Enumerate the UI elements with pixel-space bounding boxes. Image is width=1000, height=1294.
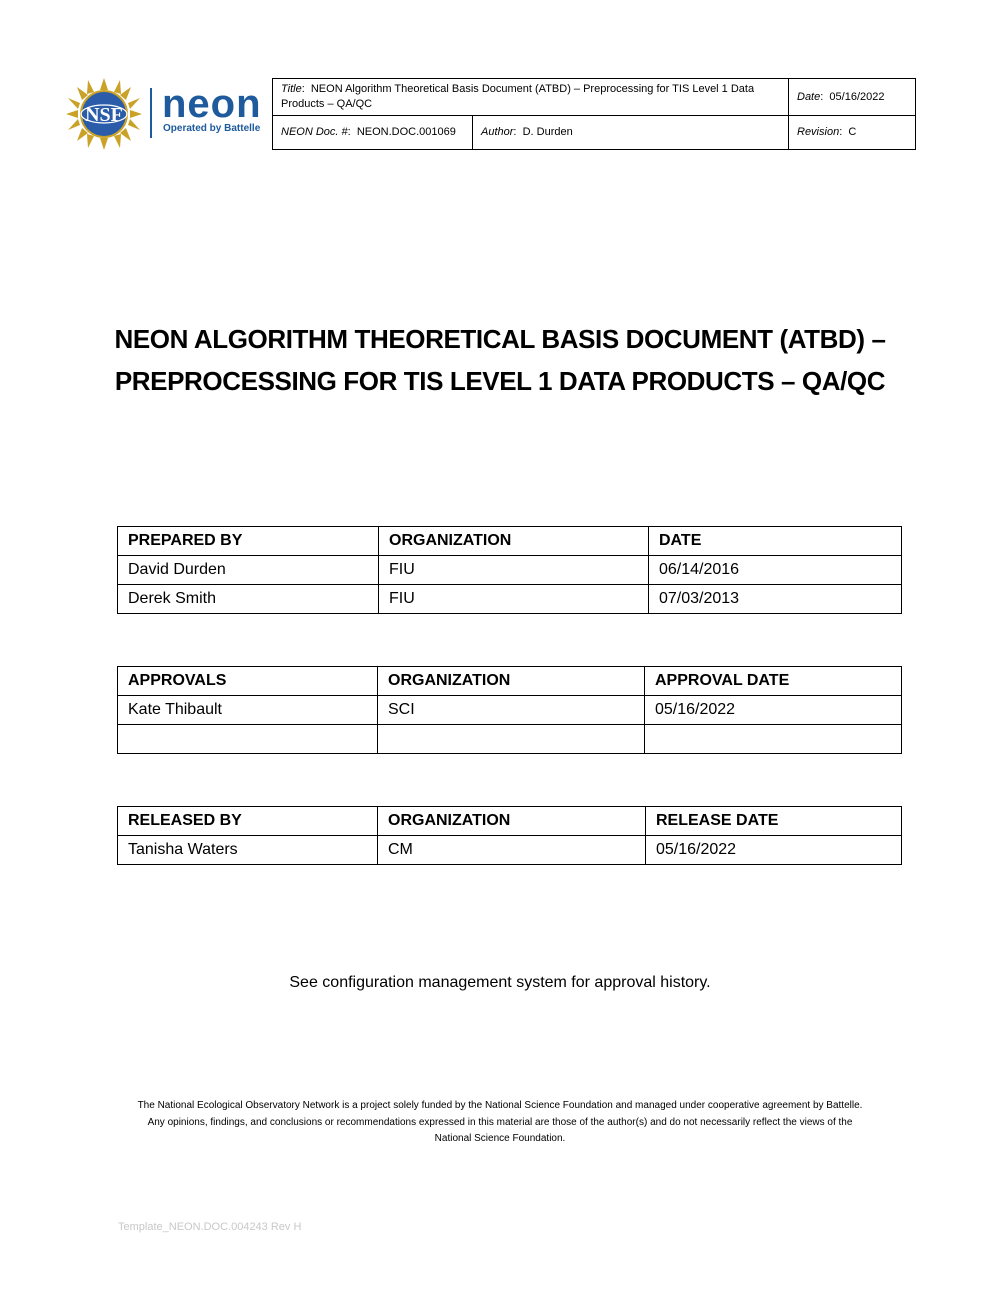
document-title-line2: PREPROCESSING FOR TIS LEVEL 1 DATA PRODUCTS – QA/QC bbox=[114, 366, 886, 396]
footnote bbox=[110, 1098, 890, 1148]
table-header-row bbox=[118, 807, 902, 836]
table-cell: FIU bbox=[379, 585, 649, 614]
table-cell: 05/16/2022 bbox=[645, 696, 902, 725]
table-cell: SCI bbox=[378, 696, 645, 725]
author-label: Author bbox=[481, 126, 514, 138]
table-header-cell: PREPARED BY bbox=[118, 527, 379, 556]
title-label: Title bbox=[281, 83, 302, 95]
revision-label: Revision bbox=[797, 126, 840, 138]
table-cell: Kate Thibault bbox=[118, 696, 378, 725]
table-cell: 07/03/2013 bbox=[649, 585, 902, 614]
table-cell: CM bbox=[378, 836, 646, 865]
table-header-cell: ORGANIZATION bbox=[378, 807, 646, 836]
title-value: NEON Algorithm Theoretical Basis Document (ATBD) – Preprocessing for TIS Level 1 Data Products – QA/QC bbox=[281, 83, 755, 110]
table-cell: David Durden bbox=[118, 556, 379, 585]
table-cell: Derek Smith bbox=[118, 585, 379, 614]
author-value: D. Durden bbox=[522, 126, 573, 138]
table-header-cell: APPROVALS bbox=[118, 667, 378, 696]
table-header-row bbox=[118, 527, 902, 556]
header-date-cell: Date: 05/16/2022 bbox=[789, 79, 916, 116]
table-cell: 06/14/2016 bbox=[649, 556, 902, 585]
table-header-cell: RELEASE DATE bbox=[646, 807, 902, 836]
template-id: Template_NEON.DOC.004243 Rev H bbox=[118, 1221, 302, 1233]
revision-value: C bbox=[848, 126, 857, 138]
svg-text:NSF: NSF bbox=[85, 104, 123, 126]
table-row bbox=[118, 725, 902, 754]
logo-divider bbox=[150, 88, 152, 138]
table-header-cell: ORGANIZATION bbox=[378, 667, 645, 696]
footnote-line: National Science Foundation. bbox=[434, 1133, 566, 1144]
table-header-cell: ORGANIZATION bbox=[379, 527, 649, 556]
table-header-row bbox=[118, 667, 902, 696]
table-cell: Tanisha Waters bbox=[118, 836, 378, 865]
doc-value: NEON.DOC.001069 bbox=[356, 126, 456, 138]
header-revision-cell: Revision: C bbox=[789, 116, 916, 150]
header-title-cell: Title: NEON Algorithm Theoretical Basis Document (ATBD) – Preprocessing for TIS Level 1 Data Products – QA/QC bbox=[273, 79, 789, 116]
footnote-line: Any opinions, findings, and conclusions or recommendations expressed in this material are those of the author(s) and do not necessarily reflect the views of the bbox=[147, 1116, 853, 1128]
nsf-seal-icon bbox=[66, 78, 142, 150]
footnote-line: The National Ecological Observatory Network is a project solely funded by the National Science Foundation and managed under cooperative agreement by Battelle. bbox=[137, 1100, 863, 1111]
table-header-cell: RELEASED BY bbox=[118, 807, 378, 836]
header-table bbox=[272, 78, 916, 150]
document-title-line1: NEON ALGORITHM THEORETICAL BASIS DOCUMENT (ATBD) – bbox=[114, 324, 886, 354]
neon-logo-text: neon bbox=[162, 82, 262, 126]
operated-by-text: Operated by Battelle bbox=[163, 123, 261, 134]
table-cell: 05/16/2022 bbox=[646, 836, 902, 865]
table-cell bbox=[378, 725, 645, 754]
approvals-table bbox=[117, 666, 902, 754]
table-cell bbox=[118, 725, 378, 754]
doc-label: NEON Doc. # bbox=[281, 126, 348, 138]
table-row bbox=[118, 836, 902, 865]
date-value: 05/16/2022 bbox=[829, 90, 885, 103]
header-author-cell: Author: D. Durden bbox=[473, 116, 789, 150]
prepared-by-table bbox=[117, 526, 902, 614]
table-cell bbox=[645, 725, 902, 754]
released-by-table bbox=[117, 806, 902, 865]
table-cell: FIU bbox=[379, 556, 649, 585]
document-title bbox=[0, 318, 1000, 402]
date-label: Date bbox=[797, 90, 821, 103]
table-row bbox=[118, 696, 902, 725]
table-header-cell: APPROVAL DATE bbox=[645, 667, 902, 696]
header-doc-cell: NEON Doc. #: NEON.DOC.001069 bbox=[273, 116, 473, 150]
table-header-cell: DATE bbox=[649, 527, 902, 556]
table-row bbox=[118, 556, 902, 585]
config-note: See configuration management system for approval history. bbox=[289, 974, 711, 991]
table-row bbox=[118, 585, 902, 614]
